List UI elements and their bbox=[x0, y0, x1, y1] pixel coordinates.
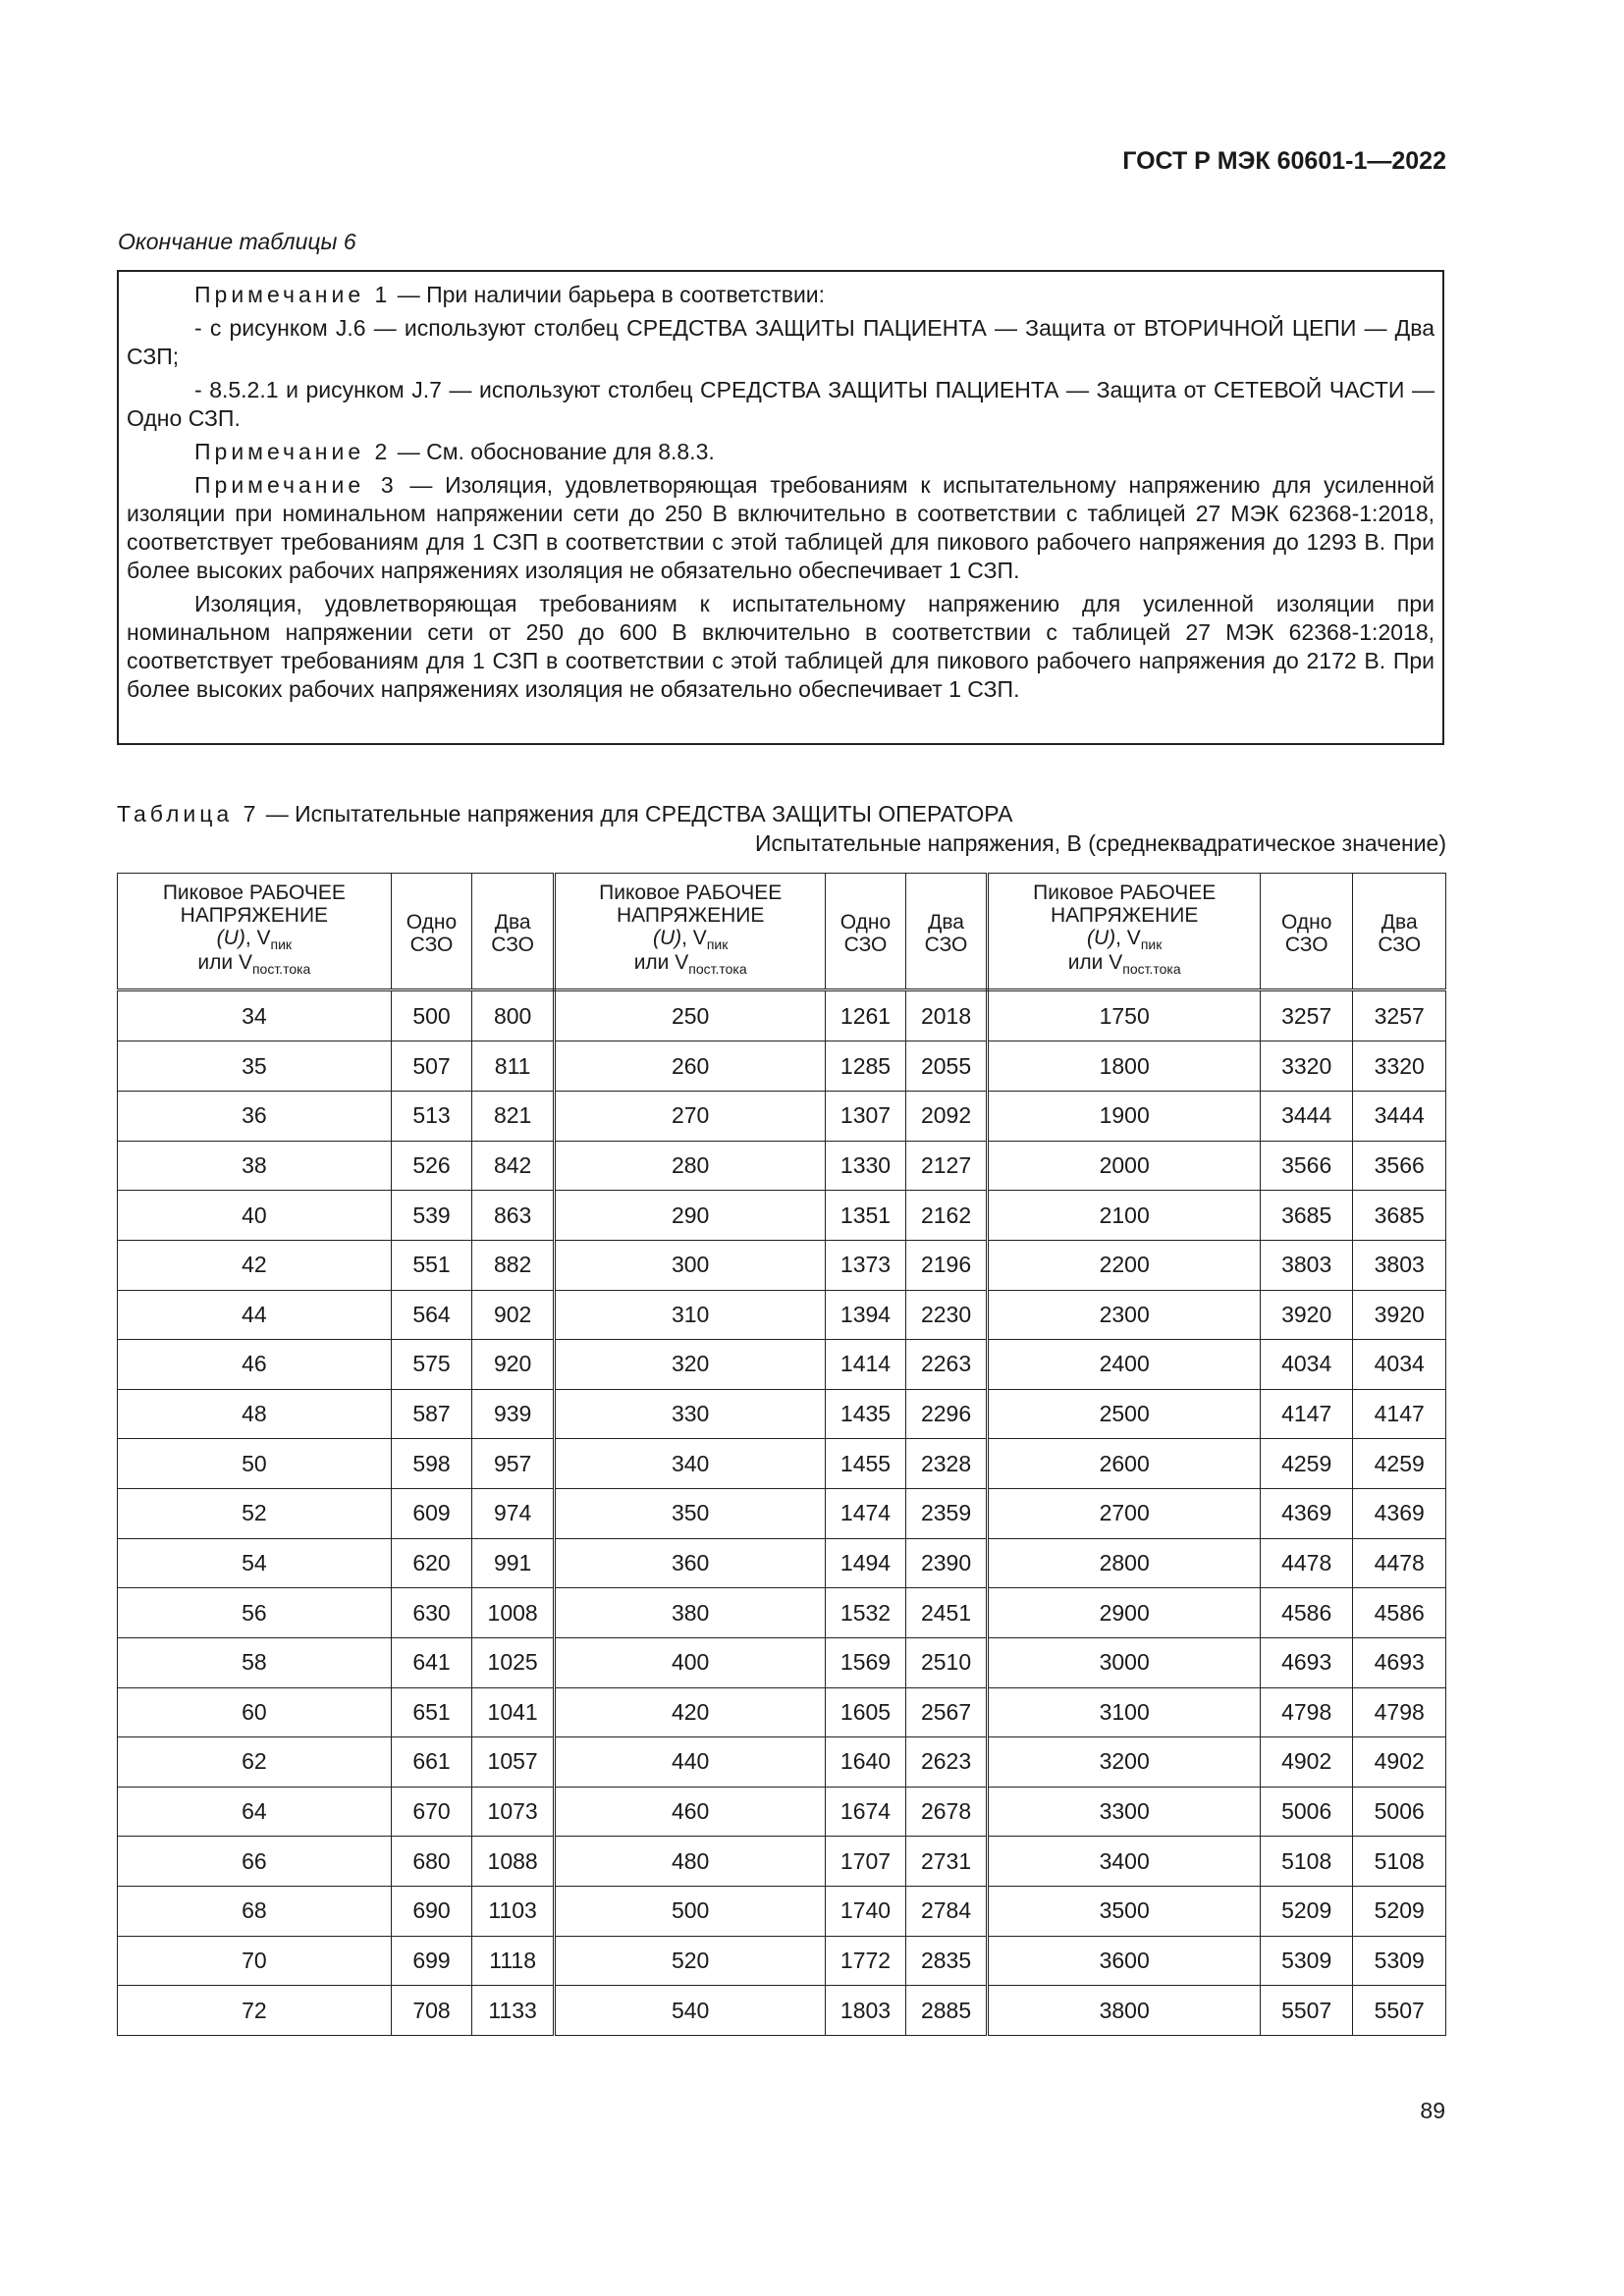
table-row bbox=[118, 1489, 1446, 1539]
table-cell: 3300 bbox=[988, 1787, 1261, 1837]
table-cell: 340 bbox=[555, 1439, 826, 1489]
table-cell: 3320 bbox=[1353, 1041, 1446, 1092]
table-cell: 5507 bbox=[1260, 1986, 1353, 2036]
note-3-paragraph-2: Изоляция, удовлетворяющая требованиям к испытательному напряжению для усиленной изоляции при номинальном напряжении сети от 250 до 600 В включительно в соответствии с таблицей 27 МЭК 62368-1:2018, соответствует требованиям для 1 СЗП в соответствии с этой таблицей для пикового рабочего напряжения до 2172 В. При более высоких рабочих напряжениях изоляция не обязательно обеспечивает 1 СЗП. bbox=[127, 591, 1435, 702]
table-cell: 2000 bbox=[988, 1141, 1261, 1191]
table-cell: 1640 bbox=[826, 1737, 905, 1788]
table-cell: 1307 bbox=[826, 1092, 905, 1142]
table-cell: 4586 bbox=[1260, 1588, 1353, 1638]
table-cell: 360 bbox=[555, 1538, 826, 1588]
table-cell: 5006 bbox=[1260, 1787, 1353, 1837]
table-cell: 551 bbox=[391, 1240, 472, 1290]
table-cell: 1605 bbox=[826, 1687, 905, 1737]
table-cell: 4147 bbox=[1260, 1389, 1353, 1439]
table-cell: 3920 bbox=[1260, 1290, 1353, 1340]
table-cell: 1435 bbox=[826, 1389, 905, 1439]
note-1-label: Примечание 1 bbox=[194, 282, 392, 307]
table-cell: 2731 bbox=[905, 1837, 988, 1887]
table-cell: 3685 bbox=[1260, 1191, 1353, 1241]
table-cell: 821 bbox=[472, 1092, 555, 1142]
table-cell: 2885 bbox=[905, 1986, 988, 2036]
table-cell: 4369 bbox=[1260, 1489, 1353, 1539]
table-cell: 2196 bbox=[905, 1240, 988, 1290]
table-cell: 2900 bbox=[988, 1588, 1261, 1638]
page-number: 89 bbox=[1420, 2098, 1445, 2123]
table-cell: 1900 bbox=[988, 1092, 1261, 1142]
table-cell: 5209 bbox=[1260, 1887, 1353, 1937]
table-row bbox=[118, 990, 1446, 1041]
table-cell: 4478 bbox=[1353, 1538, 1446, 1588]
note-1-text: — При наличии барьера в соответствии: bbox=[391, 282, 826, 307]
table-cell: 540 bbox=[555, 1986, 826, 2036]
table-cell: 38 bbox=[118, 1141, 392, 1191]
table-cell: 974 bbox=[472, 1489, 555, 1539]
table-row bbox=[118, 1092, 1446, 1142]
table-cell: 1394 bbox=[826, 1290, 905, 1340]
table-row bbox=[118, 1787, 1446, 1837]
table-cell: 680 bbox=[391, 1837, 472, 1887]
table-cell: 1803 bbox=[826, 1986, 905, 2036]
table-cell: 1800 bbox=[988, 1041, 1261, 1092]
table-cell: 507 bbox=[391, 1041, 472, 1092]
peak-voltage-header: Пиковое РАБОЧЕЕ НАПРЯЖЕНИЕ (U), $V_{пик}$ или $V_{пост.тока}$ bbox=[118, 874, 392, 990]
table-cell: 2263 bbox=[905, 1340, 988, 1390]
table-cell: 4034 bbox=[1353, 1340, 1446, 1390]
table-cell: 1041 bbox=[472, 1687, 555, 1737]
table-cell: 330 bbox=[555, 1389, 826, 1439]
table-cell: 2700 bbox=[988, 1489, 1261, 1539]
table-cell: 2400 bbox=[988, 1340, 1261, 1390]
table-cell: 3800 bbox=[988, 1986, 1261, 2036]
table-cell: 5309 bbox=[1260, 1936, 1353, 1986]
table-cell: 2018 bbox=[905, 990, 988, 1041]
table-cell: 2100 bbox=[988, 1191, 1261, 1241]
table-cell: 3400 bbox=[988, 1837, 1261, 1887]
table-caption bbox=[117, 801, 1012, 828]
table-cell: 4902 bbox=[1353, 1737, 1446, 1788]
table-cell: 842 bbox=[472, 1141, 555, 1191]
table-cell: 280 bbox=[555, 1141, 826, 1191]
table-cell: 575 bbox=[391, 1340, 472, 1390]
table-cell: 48 bbox=[118, 1389, 392, 1439]
table-row bbox=[118, 1936, 1446, 1986]
table-cell: 609 bbox=[391, 1489, 472, 1539]
table-row bbox=[118, 1389, 1446, 1439]
table-cell: 4798 bbox=[1353, 1687, 1446, 1737]
table-cell: 1073 bbox=[472, 1787, 555, 1837]
table-row bbox=[118, 1240, 1446, 1290]
table-row bbox=[118, 1340, 1446, 1390]
table-cell: 5309 bbox=[1353, 1936, 1446, 1986]
table-cell: 1494 bbox=[826, 1538, 905, 1588]
test-voltage-table bbox=[117, 873, 1446, 2036]
table-cell: 882 bbox=[472, 1240, 555, 1290]
table-cell: 4259 bbox=[1260, 1439, 1353, 1489]
table-cell: 300 bbox=[555, 1240, 826, 1290]
table-cell: 1330 bbox=[826, 1141, 905, 1191]
table-cell: 3100 bbox=[988, 1687, 1261, 1737]
note-2-text: — См. обоснование для 8.8.3. bbox=[391, 439, 715, 464]
table-cell: 3500 bbox=[988, 1887, 1261, 1937]
table-cell: 2500 bbox=[988, 1389, 1261, 1439]
table-cell: 651 bbox=[391, 1687, 472, 1737]
table-cell: 708 bbox=[391, 1986, 472, 2036]
header-row bbox=[118, 874, 1446, 990]
table-caption-text: — Испытательные напряжения для СРЕДСТВА ЗАЩИТЫ ОПЕРАТОРА bbox=[259, 801, 1013, 827]
table-cell: 1057 bbox=[472, 1737, 555, 1788]
note-3-label: Примечание 3 bbox=[194, 472, 398, 498]
table-cell: 2567 bbox=[905, 1687, 988, 1737]
table-cell: 699 bbox=[391, 1936, 472, 1986]
two-mop-header: Два СЗО bbox=[905, 874, 988, 990]
table-cell: 939 bbox=[472, 1389, 555, 1439]
table-cell: 44 bbox=[118, 1290, 392, 1340]
table-cell: 5108 bbox=[1353, 1837, 1446, 1887]
table-row bbox=[118, 1290, 1446, 1340]
table-cell: 50 bbox=[118, 1439, 392, 1489]
table-cell: 991 bbox=[472, 1538, 555, 1588]
table-cell: 2600 bbox=[988, 1439, 1261, 1489]
table-cell: 250 bbox=[555, 990, 826, 1041]
table-cell: 957 bbox=[472, 1439, 555, 1489]
table-cell: 42 bbox=[118, 1240, 392, 1290]
table-cell: 4259 bbox=[1353, 1439, 1446, 1489]
table-cell: 5108 bbox=[1260, 1837, 1353, 1887]
table-cell: 34 bbox=[118, 990, 392, 1041]
table-cell: 2092 bbox=[905, 1092, 988, 1142]
table-cell: 380 bbox=[555, 1588, 826, 1638]
table-cell: 2451 bbox=[905, 1588, 988, 1638]
table-cell: 2623 bbox=[905, 1737, 988, 1788]
table-cell: 500 bbox=[391, 990, 472, 1041]
table-cell: 811 bbox=[472, 1041, 555, 1092]
table-cell: 4693 bbox=[1353, 1637, 1446, 1687]
table-cell: 54 bbox=[118, 1538, 392, 1588]
table-row bbox=[118, 1588, 1446, 1638]
table-cell: 3257 bbox=[1260, 990, 1353, 1041]
table-cell: 460 bbox=[555, 1787, 826, 1837]
table-cell: 4798 bbox=[1260, 1687, 1353, 1737]
table-cell: 2800 bbox=[988, 1538, 1261, 1588]
note-1-item-2: - 8.5.2.1 и рисунком J.7 — используют столбец СРЕДСТВА ЗАЩИТЫ ПАЦИЕНТА — Защита от СЕТЕВОЙ ЧАСТИ — Одно СЗП. bbox=[127, 377, 1435, 431]
table-row bbox=[118, 1737, 1446, 1788]
table-cell: 2127 bbox=[905, 1141, 988, 1191]
note-1-item-1: - с рисунком J.6 — используют столбец СРЕДСТВА ЗАЩИТЫ ПАЦИЕНТА — Защита от ВТОРИЧНОЙ ЦЕПИ — Два СЗП; bbox=[127, 315, 1435, 369]
table-continuation-label: Окончание таблицы 6 bbox=[118, 229, 356, 254]
table-cell: 920 bbox=[472, 1340, 555, 1390]
table-cell: 400 bbox=[555, 1637, 826, 1687]
table-cell: 863 bbox=[472, 1191, 555, 1241]
table-cell: 1707 bbox=[826, 1837, 905, 1887]
table-cell: 1285 bbox=[826, 1041, 905, 1092]
table-cell: 3320 bbox=[1260, 1041, 1353, 1092]
table-cell: 1455 bbox=[826, 1439, 905, 1489]
table-cell: 3444 bbox=[1353, 1092, 1446, 1142]
table-cell: 2784 bbox=[905, 1887, 988, 1937]
table-cell: 3000 bbox=[988, 1637, 1261, 1687]
table-cell: 4034 bbox=[1260, 1340, 1353, 1390]
table-cell: 440 bbox=[555, 1737, 826, 1788]
table-row bbox=[118, 1191, 1446, 1241]
one-mop-header: Одно СЗО bbox=[826, 874, 905, 990]
table-cell: 4902 bbox=[1260, 1737, 1353, 1788]
table-cell: 320 bbox=[555, 1340, 826, 1390]
table-cell: 1750 bbox=[988, 990, 1261, 1041]
table-cell: 70 bbox=[118, 1936, 392, 1986]
table-cell: 3600 bbox=[988, 1936, 1261, 1986]
table-cell: 1414 bbox=[826, 1340, 905, 1390]
table-cell: 500 bbox=[555, 1887, 826, 1937]
table-cell: 4586 bbox=[1353, 1588, 1446, 1638]
notes-box bbox=[117, 270, 1444, 745]
table-cell: 690 bbox=[391, 1887, 472, 1937]
two-mop-header: Два СЗО bbox=[472, 874, 555, 990]
table-cell: 480 bbox=[555, 1837, 826, 1887]
table-cell: 56 bbox=[118, 1588, 392, 1638]
note-2 bbox=[127, 438, 1435, 466]
table-cell: 1103 bbox=[472, 1887, 555, 1937]
table-cell: 62 bbox=[118, 1737, 392, 1788]
table-cell: 1088 bbox=[472, 1837, 555, 1887]
table-cell: 4369 bbox=[1353, 1489, 1446, 1539]
table-cell: 40 bbox=[118, 1191, 392, 1241]
table-cell: 2390 bbox=[905, 1538, 988, 1588]
table-cell: 1569 bbox=[826, 1637, 905, 1687]
table-cell: 4478 bbox=[1260, 1538, 1353, 1588]
table-cell: 46 bbox=[118, 1340, 392, 1390]
one-mop-header: Одно СЗО bbox=[391, 874, 472, 990]
table-row bbox=[118, 1986, 1446, 2036]
table-row bbox=[118, 1041, 1446, 1092]
table-cell: 290 bbox=[555, 1191, 826, 1241]
table-cell: 3200 bbox=[988, 1737, 1261, 1788]
table-row bbox=[118, 1837, 1446, 1887]
table-cell: 72 bbox=[118, 1986, 392, 2036]
one-mop-header: Одно СЗО bbox=[1260, 874, 1353, 990]
table-cell: 2200 bbox=[988, 1240, 1261, 1290]
table-cell: 66 bbox=[118, 1837, 392, 1887]
table-cell: 1351 bbox=[826, 1191, 905, 1241]
table-cell: 2678 bbox=[905, 1787, 988, 1837]
table-row bbox=[118, 1538, 1446, 1588]
table-cell: 2296 bbox=[905, 1389, 988, 1439]
table-cell: 564 bbox=[391, 1290, 472, 1340]
table-cell: 68 bbox=[118, 1887, 392, 1937]
table-cell: 1261 bbox=[826, 990, 905, 1041]
table-cell: 670 bbox=[391, 1787, 472, 1837]
table-cell: 5507 bbox=[1353, 1986, 1446, 2036]
table-cell: 587 bbox=[391, 1389, 472, 1439]
table-cell: 420 bbox=[555, 1687, 826, 1737]
table-caption-label: Таблица 7 bbox=[117, 801, 260, 827]
table-cell: 526 bbox=[391, 1141, 472, 1191]
table-cell: 641 bbox=[391, 1637, 472, 1687]
table-cell: 3257 bbox=[1353, 990, 1446, 1041]
table-cell: 520 bbox=[555, 1936, 826, 1986]
table-cell: 1740 bbox=[826, 1887, 905, 1937]
note-3-text: — Изоляция, удовлетворяющая требованиям к испытательному напряжению для усиленной изоляции при номинальном напряжении сети до 250 В включительно в соответствии с таблицей 27 МЭК 62368-1:2018, соответствует требованиям для 1 СЗП в соответствии с этой таблицей для пикового рабочего напряжения до 1293 В. При более высоких рабочих напряжениях изоляция не обязательно обеспечивает 1 СЗП. bbox=[127, 472, 1435, 583]
table-cell: 4693 bbox=[1260, 1637, 1353, 1687]
table-cell: 1118 bbox=[472, 1936, 555, 1986]
table-cell: 3444 bbox=[1260, 1092, 1353, 1142]
table-cell: 270 bbox=[555, 1092, 826, 1142]
table-row bbox=[118, 1887, 1446, 1937]
standard-header: ГОСТ Р МЭК 60601-1—2022 bbox=[1122, 147, 1446, 175]
peak-voltage-header: Пиковое РАБОЧЕЕ НАПРЯЖЕНИЕ (U), $V_{пик}$ или $V_{пост.тока}$ bbox=[555, 874, 826, 990]
table-cell: 4147 bbox=[1353, 1389, 1446, 1439]
table-cell: 2300 bbox=[988, 1290, 1261, 1340]
table-cell: 1025 bbox=[472, 1637, 555, 1687]
table-cell: 2359 bbox=[905, 1489, 988, 1539]
table-cell: 3566 bbox=[1260, 1141, 1353, 1191]
note-2-label: Примечание 2 bbox=[194, 439, 392, 464]
table-row bbox=[118, 1439, 1446, 1489]
table-units: Испытательные напряжения, В (среднеквадратическое значение) bbox=[754, 830, 1446, 856]
table-row bbox=[118, 1637, 1446, 1687]
table-cell: 1674 bbox=[826, 1787, 905, 1837]
table-cell: 260 bbox=[555, 1041, 826, 1092]
table-cell: 513 bbox=[391, 1092, 472, 1142]
table-cell: 1474 bbox=[826, 1489, 905, 1539]
table-cell: 5006 bbox=[1353, 1787, 1446, 1837]
peak-voltage-header: Пиковое РАБОЧЕЕ НАПРЯЖЕНИЕ (U), $V_{пик}$ или $V_{пост.тока}$ bbox=[988, 874, 1261, 990]
table-cell: 2162 bbox=[905, 1191, 988, 1241]
table-cell: 3685 bbox=[1353, 1191, 1446, 1241]
table-cell: 620 bbox=[391, 1538, 472, 1588]
table-cell: 800 bbox=[472, 990, 555, 1041]
table-cell: 630 bbox=[391, 1588, 472, 1638]
table-cell: 36 bbox=[118, 1092, 392, 1142]
table-cell: 52 bbox=[118, 1489, 392, 1539]
table-cell: 350 bbox=[555, 1489, 826, 1539]
note-3 bbox=[127, 471, 1435, 585]
table-cell: 5209 bbox=[1353, 1887, 1446, 1937]
table-cell: 1772 bbox=[826, 1936, 905, 1986]
table-cell: 661 bbox=[391, 1737, 472, 1788]
table-cell: 35 bbox=[118, 1041, 392, 1092]
table-cell: 1008 bbox=[472, 1588, 555, 1638]
table-row bbox=[118, 1141, 1446, 1191]
table-cell: 64 bbox=[118, 1787, 392, 1837]
table-cell: 2328 bbox=[905, 1439, 988, 1489]
table-cell: 3920 bbox=[1353, 1290, 1446, 1340]
table-cell: 3566 bbox=[1353, 1141, 1446, 1191]
table-cell: 902 bbox=[472, 1290, 555, 1340]
table-cell: 310 bbox=[555, 1290, 826, 1340]
table-cell: 598 bbox=[391, 1439, 472, 1489]
note-1 bbox=[127, 281, 1435, 309]
table-cell: 2835 bbox=[905, 1936, 988, 1986]
table-body bbox=[118, 990, 1446, 2036]
table-cell: 60 bbox=[118, 1687, 392, 1737]
table-cell: 3803 bbox=[1353, 1240, 1446, 1290]
table-cell: 2510 bbox=[905, 1637, 988, 1687]
table-cell: 2055 bbox=[905, 1041, 988, 1092]
table-cell: 539 bbox=[391, 1191, 472, 1241]
table-cell: 2230 bbox=[905, 1290, 988, 1340]
table-cell: 1373 bbox=[826, 1240, 905, 1290]
table-cell: 1532 bbox=[826, 1588, 905, 1638]
table-cell: 1133 bbox=[472, 1986, 555, 2036]
table-cell: 3803 bbox=[1260, 1240, 1353, 1290]
table-row bbox=[118, 1687, 1446, 1737]
table-cell: 58 bbox=[118, 1637, 392, 1687]
two-mop-header: Два СЗО bbox=[1353, 874, 1446, 990]
